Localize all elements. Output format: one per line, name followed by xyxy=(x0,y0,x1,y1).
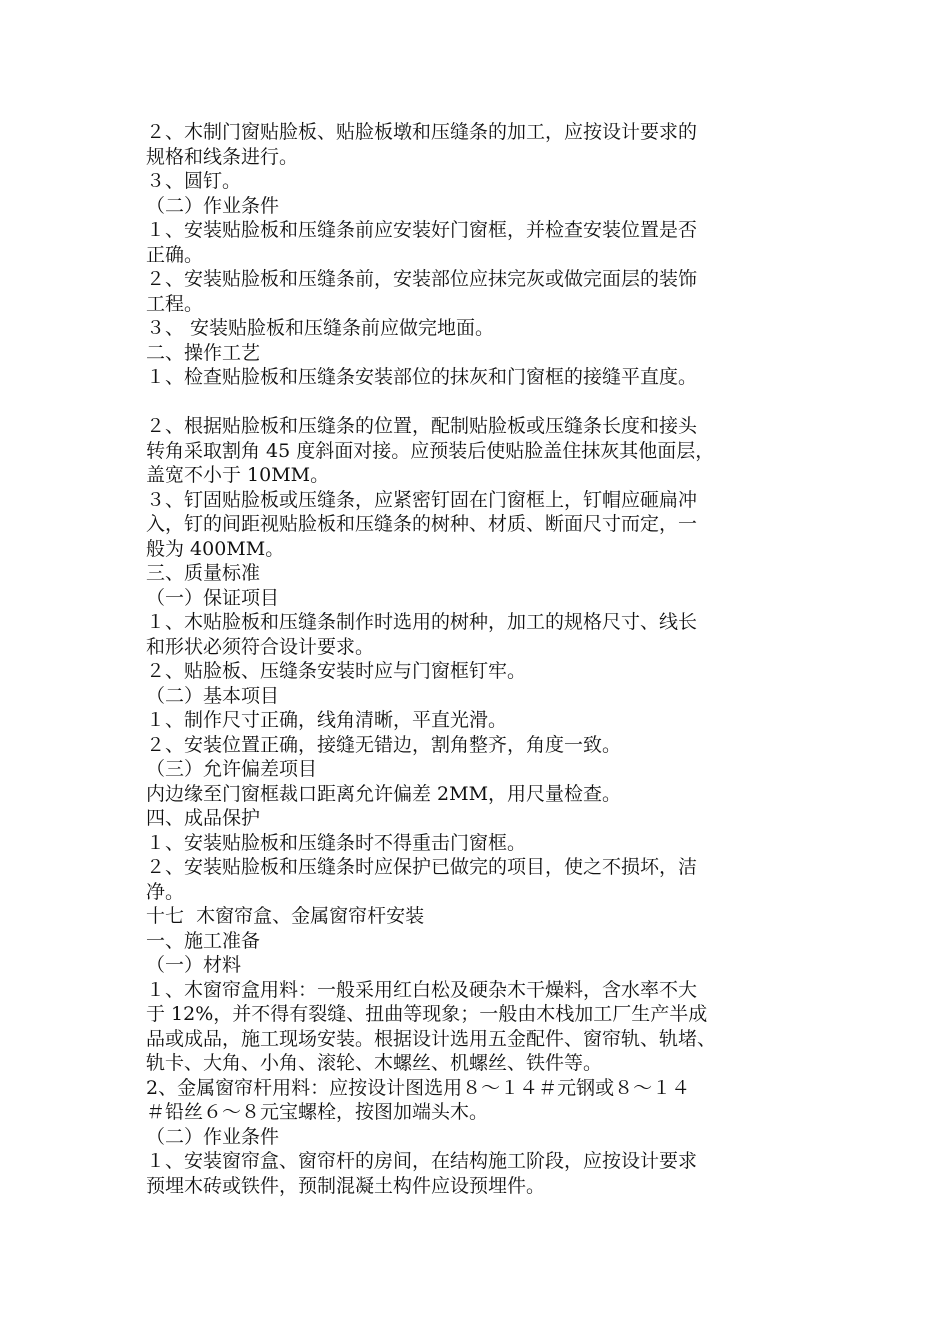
text-line: １、检查贴脸板和压缝条安装部位的抹灰和门窗框的接缝平直度。 xyxy=(146,366,698,388)
text-line: １、安装贴脸板和压缝条前应安装好门窗框，并检查安装位置是否 xyxy=(146,219,698,241)
text-line: 2、金属窗帘杆用料：应按设计图选用８～１４＃元钢或８～１４ xyxy=(146,1076,691,1099)
section-heading: （三）允许偏差项目 xyxy=(146,758,318,780)
blank-line xyxy=(146,390,816,415)
text-line: 内边缘至门窗框裁口距离允许偏差 2MM，用尺量检查。 xyxy=(146,782,622,805)
section-heading: （二）作业条件 xyxy=(146,194,280,217)
section-heading: 三、质量标准 xyxy=(146,562,261,584)
section-heading: 一、施工准备 xyxy=(146,929,261,952)
text-line: 于 12%，并不得有裂缝、扭曲等现象；一般由木栈加工厂生产半成 xyxy=(146,1003,708,1025)
text-line: 品或成品，施工现场安装。根据设计选用五金配件、窗帘轨、轨堵、 xyxy=(146,1027,717,1050)
text-line: １、木贴脸板和压缝条制作时选用的树种，加工的规格尺寸、线长 xyxy=(146,611,698,633)
text-line: 和形状必须符合设计要求。 xyxy=(146,635,375,658)
text-line: 入，钉的间距视贴脸板和压缝条的树种、材质、断面尺寸而定，一 xyxy=(146,513,698,535)
chapter-heading: 十七 木窗帘盒、金属窗帘杆安装 xyxy=(146,905,425,927)
text-line: ２、安装贴脸板和压缝条时应保护已做完的项目，使之不损坏，洁 xyxy=(146,856,698,878)
text-line: 正确。 xyxy=(146,243,204,266)
text-line: ２、安装贴脸板和压缝条前，安装部位应抹完灰或做完面层的装饰 xyxy=(146,268,698,290)
text-line: ２、安装位置正确，接缝无错边，割角整齐，角度一致。 xyxy=(146,733,622,756)
text-line: ＃铅丝６～８元宝螺栓，按图加端头木。 xyxy=(146,1101,489,1123)
text-line: ２、木制门窗贴脸板、贴脸板墩和压缝条的加工，应按设计要求的 xyxy=(146,121,698,143)
text-line: 净。 xyxy=(146,880,185,903)
text-line: 轨卡、大角、小角、滚轮、木螺丝、机螺丝、铁件等。 xyxy=(146,1052,603,1074)
section-heading: 二、操作工艺 xyxy=(146,341,261,364)
text-line: ２、贴脸板、压缝条安装时应与门窗框钉牢。 xyxy=(146,660,527,682)
text-line: １、制作尺寸正确，线角清晰，平直光滑。 xyxy=(146,709,508,731)
text-line: ３、 安装贴脸板和压缝条前应做完地面。 xyxy=(146,317,495,339)
text-line: ３、圆钉。 xyxy=(146,170,242,192)
section-heading: 四、成品保护 xyxy=(146,807,261,829)
text-line: 预埋木砖或铁件，预制混凝土构件应设预埋件。 xyxy=(146,1174,546,1197)
text-line: 盖宽不小于 10MM。 xyxy=(146,464,330,486)
text-line: ３、钉固贴脸板或压缝条，应紧密钉固在门窗框上，钉帽应砸扁冲 xyxy=(146,488,698,511)
section-heading: （一）保证项目 xyxy=(146,586,280,609)
text-line: １、木窗帘盒用料：一般采用红白松及硬杂木干燥料，含水率不大 xyxy=(146,978,698,1001)
text-line: ２、根据贴脸板和压缝条的位置，配制贴脸板或压缝条长度和接头 xyxy=(146,415,698,437)
section-heading: （二）基本项目 xyxy=(146,684,280,707)
text-line: 转角采取割角 45 度斜面对接。应预装后使贴脸盖住抹灰其他面层， xyxy=(146,439,715,462)
text-line: 工程。 xyxy=(146,292,204,315)
text-line: １、安装窗帘盒、窗帘杆的房间，在结构施工阶段，应按设计要求 xyxy=(146,1150,698,1172)
text-line: 般为 400MM。 xyxy=(146,537,285,560)
section-heading: （二）作业条件 xyxy=(146,1125,280,1148)
document-body xyxy=(146,120,816,1198)
text-line: １、安装贴脸板和压缝条时不得重击门窗框。 xyxy=(146,831,527,854)
section-heading: （一）材料 xyxy=(146,954,242,976)
text-line: 规格和线条进行。 xyxy=(146,145,299,168)
